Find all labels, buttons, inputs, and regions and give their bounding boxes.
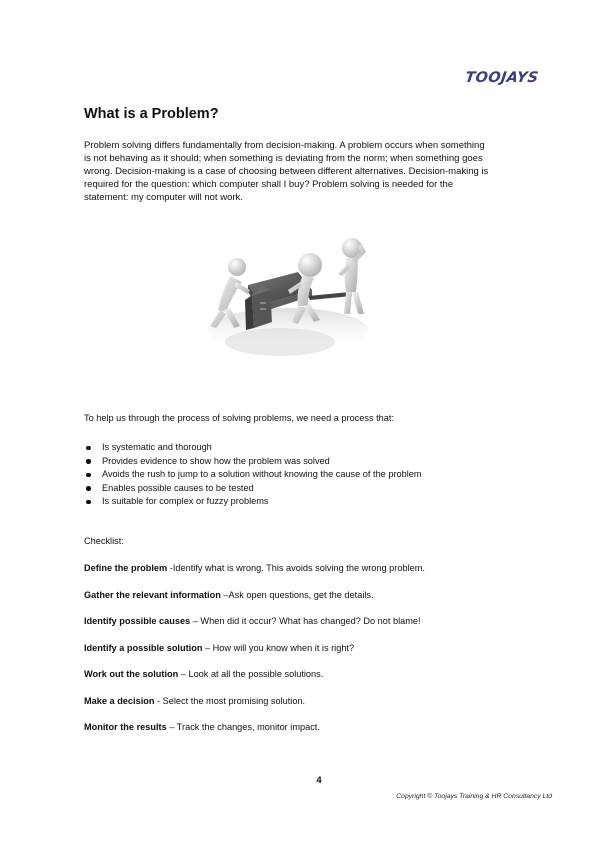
checklist-item [84,722,320,732]
bullet-item [84,495,422,509]
checklist-item [84,590,374,600]
stick-figures-lifting-computer-illustration [200,230,375,360]
page-number: 4 [316,775,322,786]
bullet-dot-icon [86,486,91,491]
checklist-term: Gather the relevant information [84,590,221,600]
checklist-desc: –Ask open questions, get the details. [220,590,374,600]
checklist-desc: - Select the most promising solution. [154,696,306,706]
bullet-dot-icon [86,500,91,505]
bullet-item [84,482,422,496]
intro-line: Problem solving differs fundamentally from decision-making. A problem occurs when something [84,140,485,151]
checklist-desc: – Track the changes, monitor impact. [166,722,320,732]
checklist-heading: Checklist: [84,536,124,546]
bullet-dot-icon [86,459,91,464]
checklist-term: Define the problem [84,563,168,573]
checklist-desc: -Identify what is wrong. This avoids solving the wrong problem. [167,563,425,573]
page-title: What is a Problem? [84,106,219,122]
checklist-term: Make a decision [84,696,155,706]
checklist-item [84,563,425,573]
intro-line: statement: my computer will not work. [84,192,243,204]
copyright-notice: Copyright © Toojays Training & HR Consultancy Ltd [396,793,552,800]
bullet-item [84,455,422,469]
bullet-dot-icon [86,446,91,451]
checklist-term: Identify a possible solution [84,643,203,653]
bullet-dot-icon [86,473,91,478]
checklist-desc: – Look at all the possible solutions. [178,669,324,679]
bullet-text: Provides evidence to show how the problem was solved [102,455,330,466]
bullet-item [84,468,422,482]
checklist-term: Monitor the results [84,722,167,732]
intro-paragraph [84,139,514,204]
bullet-text: Avoids the rush to jump to a solution without knowing the cause of the problem [102,469,422,479]
checklist-item [84,616,421,626]
bullet-item [84,441,422,455]
bullet-text: Enables possible causes to be tested [102,482,254,493]
intro-line: wrong. Decision-making is a case of choosing between different alternatives. Decision-making is [84,166,489,178]
bullet-text: Is suitable for complex or fuzzy problems [102,496,269,506]
bullet-text: Is systematic and thorough [102,442,212,452]
checklist-term: Work out the solution [84,669,179,679]
checklist-desc: – When did it occur? What has changed? Do not blame! [190,616,421,626]
checklist-desc: – How will you know when it is right? [202,643,355,653]
process-intro: To help us through the process of solving problems, we need a process that: [84,413,395,423]
checklist-item [84,643,354,653]
intro-line: is not behaving as it should; when something is deviating from the norm; when something goes [84,153,483,165]
brand-logo: TOOJAYS [464,70,540,86]
intro-line: required for the question: which computer shall I buy? Problem solving is needed for the [84,179,454,191]
checklist-item [84,696,305,706]
checklist-term: Identify possible causes [84,616,191,626]
checklist-item [84,669,323,679]
process-bullet-list [84,441,422,509]
